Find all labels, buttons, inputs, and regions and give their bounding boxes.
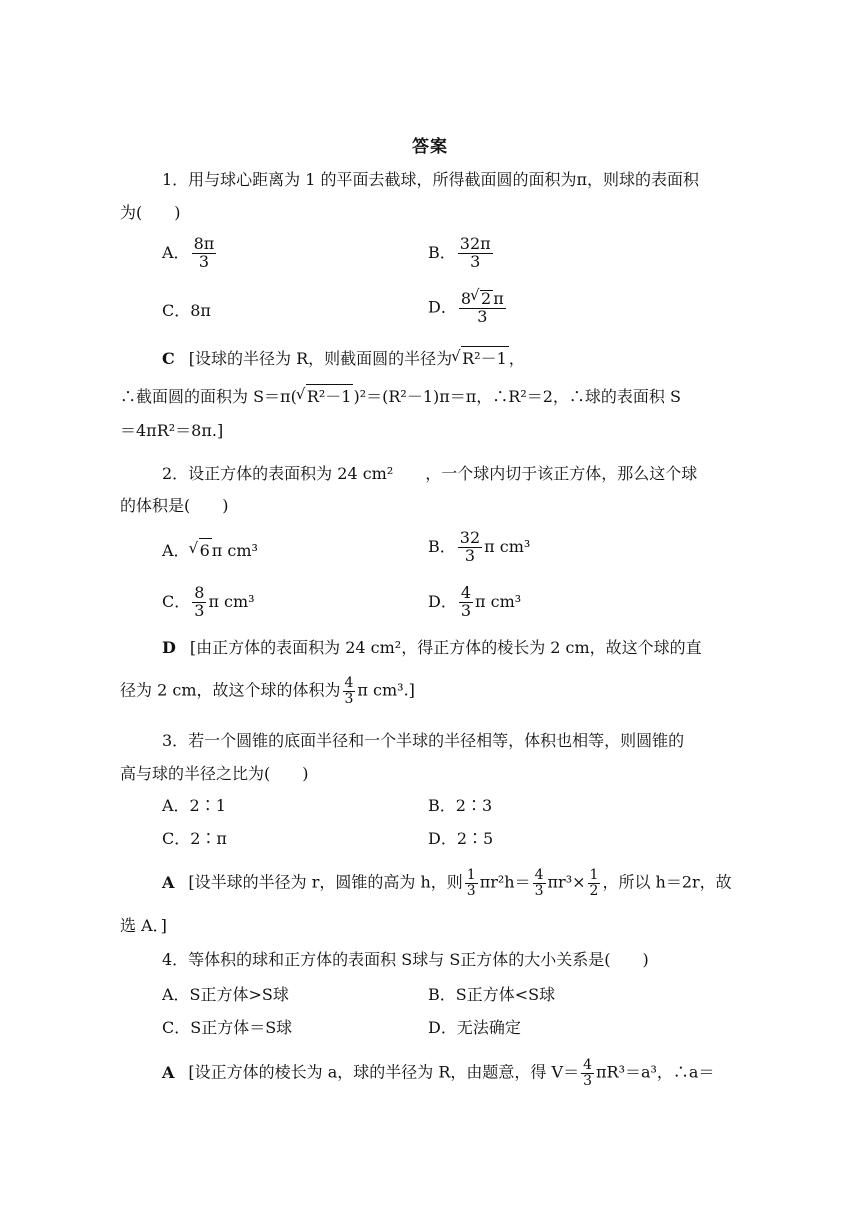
q1-explanation: C [设球的半径为 R，则截面圆的半径为√ R²－1 ， — [162, 346, 782, 371]
q2-explanation: D [由正方体的表面积为 24 cm²，得正方体的棱长为 2 cm，故这个球的直 — [162, 638, 702, 657]
q4-option-b: B．S正方体<S球 — [428, 985, 556, 1004]
q1-stem-cont: 为( ) — [120, 203, 181, 222]
q2-option-b: B． $\frac{32}{3}$ π cm³ — [428, 528, 531, 565]
q3-explanation-2: 选 A．] — [120, 916, 167, 935]
q4-option-c: C．S正方体＝S球 — [162, 1018, 293, 1037]
q1-option-b: B． $\frac{32\pi}{3}$ — [428, 234, 491, 271]
q1-option-d: D． $\frac{8√ 2 \pi}{3}$ — [428, 290, 508, 326]
q4-explanation: A [设正方体的棱长为 a，球的半径为 R，由题意，得 V＝ $\frac{4}{3}$ πR³＝a³，∴a＝ — [162, 1057, 715, 1089]
q1-explanation-2: ∴截面圆的面积为 S＝π(√ R²－1 )²＝(R²－1)π＝π，∴R²＝2，∴球的表面积 S — [120, 384, 740, 409]
q2-option-d: D． $\frac{4}{3}$ π cm³ — [428, 583, 522, 620]
q3-option-a: A．2∶1 — [162, 796, 226, 815]
q1-explanation-3: ＝4πR²＝8π.] — [120, 421, 224, 440]
q3-explanation: A [设半球的半径为 r，圆锥的高为 h，则 $\frac{1}{3}$ πr²h＝ $\frac{4}{3}$ πr³× $\frac{1}{2}$ ，所以 h＝2r，故 — [162, 867, 732, 899]
q3-option-d: D．2∶5 — [428, 829, 494, 848]
q2-stem-cont: 的体积是( ) — [120, 496, 229, 515]
q3-stem-cont: 高与球的半径之比为( ) — [120, 764, 309, 783]
q2-option-c: C． $\frac{8}{3}$ π cm³ — [162, 583, 255, 620]
q4-option-a: A．S正方体>S球 — [162, 985, 289, 1004]
q4-option-d: D．无法确定 — [428, 1018, 521, 1037]
q4-stem: 4．等体积的球和正方体的表面积 S球与 S正方体的大小关系是( ) — [162, 950, 649, 969]
q1-option-a: A． $\frac{8\pi}{3}$ — [162, 234, 215, 271]
q1-stem: 1．用与球心距离为 1 的平面去截球，所得截面圆的面积为π，则球的表面积 — [162, 170, 700, 189]
q2-stem: 2．设正方体的表面积为 24 cm² ，一个球内切于该正方体，那么这个球 — [162, 464, 698, 483]
page-title: 答案 — [412, 137, 448, 157]
q3-stem: 3．若一个圆锥的底面半径和一个半球的半径相等，体积也相等，则圆锥的 — [162, 731, 685, 750]
q3-option-c: C．2∶π — [162, 829, 227, 848]
q3-option-b: B．2∶3 — [428, 796, 493, 815]
q2-explanation-2: 径为 2 cm，故这个球的体积为 $\frac{4}{3}$ π cm³.] — [120, 675, 415, 707]
q2-option-a: A．√ 6 π cm³ — [162, 538, 258, 563]
q1-option-c: C．8π — [162, 301, 211, 320]
